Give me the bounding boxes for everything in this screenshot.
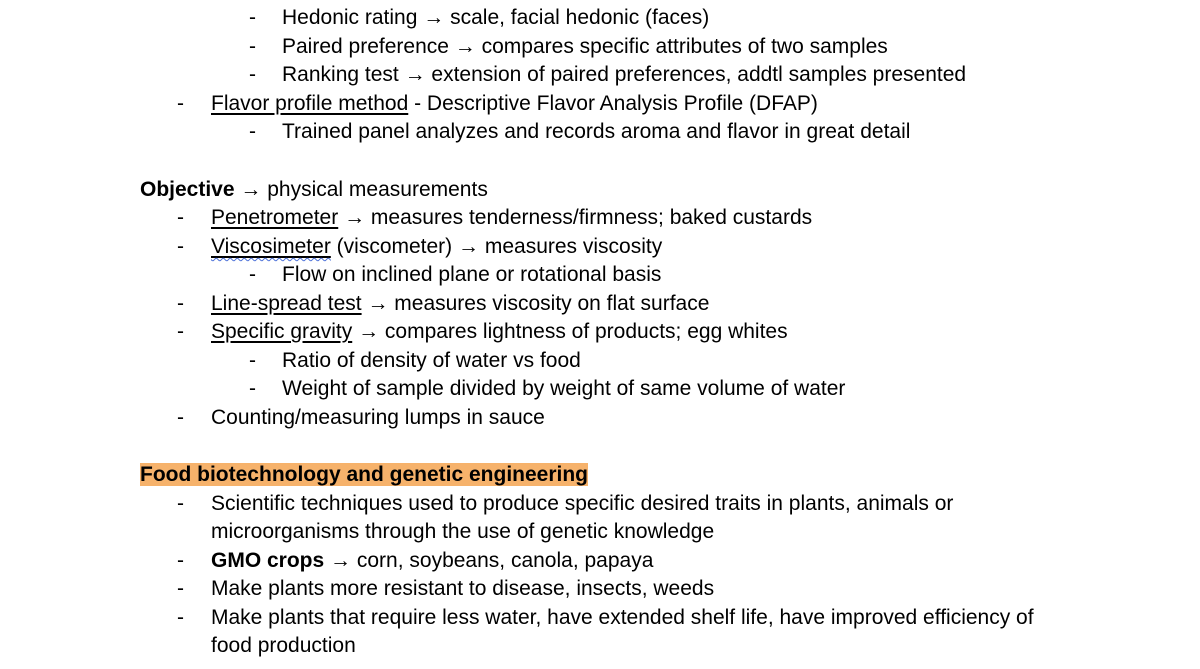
bullet-dash: - [177,320,184,343]
arrow: → [344,206,366,229]
arrow: → [367,292,389,315]
description: extension of paired preferences, addtl samples presented [425,63,967,86]
bullet-dash: - [177,235,184,258]
arrow: → [404,63,426,86]
bullet-dash: - [249,6,256,29]
bullet-dash: - [177,549,184,572]
bullet-dash: - [177,406,184,429]
bullet-dash: - [177,492,184,515]
term-line-spread-test: Line-spread test [211,292,362,315]
description: compares specific attributes of two samples [475,35,888,58]
term-penetrometer: Penetrometer [211,206,339,229]
description: measures viscosity on flat surface [388,292,710,315]
list-item-weight: Weight of sample divided by weight of same volume of water [282,377,846,400]
bullet-dash: - [177,92,184,115]
arrow: → [240,178,262,201]
list-item-specific-gravity [211,318,788,346]
bullet-dash: - [249,63,256,86]
list-item-techniques-line2: microorganisms through the use of genetic knowledge [211,520,715,543]
list-item-trained-panel: Trained panel analyzes and records aroma and flavor in great detail [282,120,911,143]
description: measures viscosity [479,235,663,258]
list-item-line-spread [211,290,709,318]
description: scale, facial hedonic (faces) [444,6,710,29]
term-specific-gravity: Specific gravity [211,320,353,343]
description: - Descriptive Flavor Analysis Profile (DFAP) [408,92,818,115]
spellcheck-underline: Viscosimeter [211,235,331,258]
list-item-paired-preference [282,33,888,61]
list-item-counting: Counting/measuring lumps in sauce [211,406,545,429]
list-item-water-line1: Make plants that require less water, have extended shelf life, have improved efficiency of [211,606,1034,629]
heading-biotech-highlighted: Food biotechnology and genetic engineering [140,463,589,486]
term-hedonic-rating: Hedonic rating [282,6,418,29]
arrow: → [458,235,480,258]
list-item-ratio: Ratio of density of water vs food [282,349,581,372]
bullet-dash: - [177,606,184,629]
section-heading-objective [140,176,488,204]
description: measures tenderness/firmness; baked custards [365,206,813,229]
arrow: → [454,35,476,58]
heading-objective: Objective [140,178,235,201]
term-gmo-crops: GMO crops [211,549,325,572]
bullet-dash: - [249,263,256,286]
bullet-dash: - [177,577,184,600]
section-heading-biotech [140,461,588,489]
term-flavor-profile-method: Flavor profile method [211,92,409,115]
list-item-flow: Flow on inclined plane or rotational basis [282,263,662,286]
list-item-gmo-crops [211,547,653,575]
arrow: → [358,320,380,343]
bullet-dash: - [177,292,184,315]
term-ranking-test: Ranking test [282,63,399,86]
list-item-ranking-test [282,61,966,89]
bullet-dash: - [249,35,256,58]
bullet-dash: - [249,120,256,143]
term-viscosimeter [211,235,331,258]
list-item-viscosimeter [211,233,662,261]
heading-rest: physical measurements [261,178,488,201]
description: corn, soybeans, canola, papaya [351,549,654,572]
list-item-water-line2: food production [211,634,356,657]
bullet-dash: - [249,349,256,372]
list-item-techniques-line1: Scientific techniques used to produce specific desired traits in plants, animals or [211,492,954,515]
arrow: → [330,549,352,572]
term-paired-preference: Paired preference [282,35,449,58]
paren-note: (viscometer) [330,235,459,258]
bullet-dash: - [249,377,256,400]
arrow: → [423,6,445,29]
list-item-flavor-profile [211,90,818,118]
bullet-dash: - [177,206,184,229]
list-item-hedonic-rating [282,4,709,32]
description: compares lightness of products; egg whites [379,320,788,343]
list-item-penetrometer [211,204,812,232]
list-item-resistant: Make plants more resistant to disease, insects, weeds [211,577,715,600]
